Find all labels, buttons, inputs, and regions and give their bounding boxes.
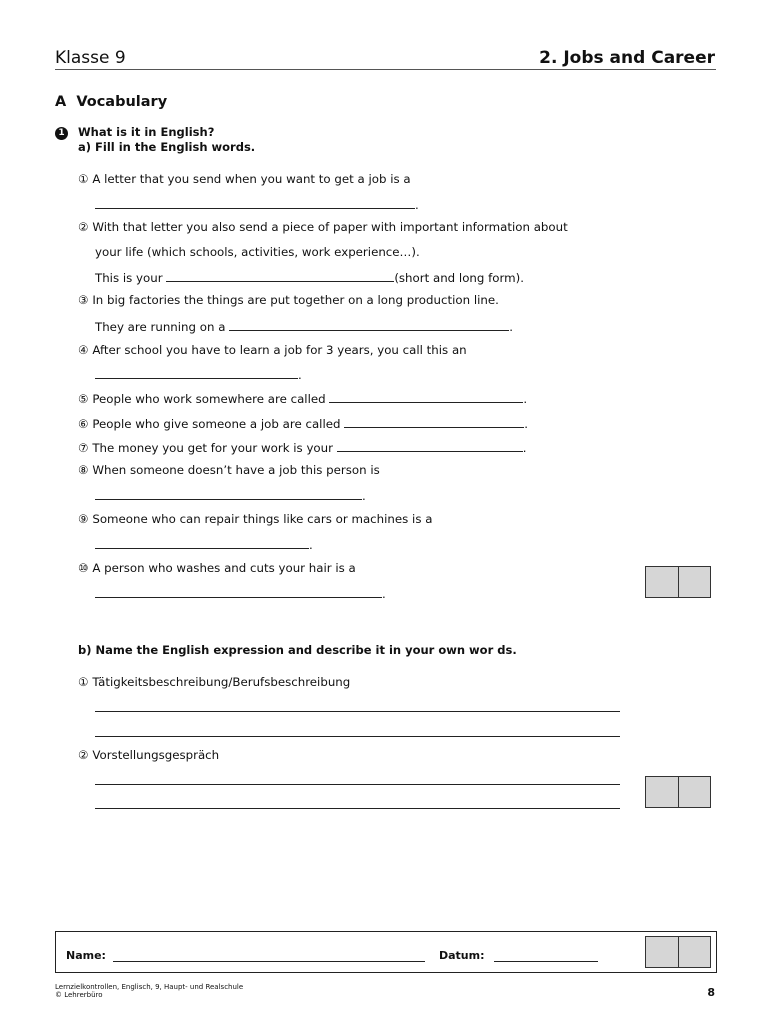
item-4-end: . [298, 368, 302, 382]
item-5-suffix: . [523, 392, 528, 406]
item-4-blank[interactable] [95, 366, 298, 379]
item-9-blank[interactable] [95, 536, 309, 549]
item-3-suffix: . [509, 320, 513, 334]
page-number: 8 [707, 986, 715, 999]
item-2-text-cont: your life (which schools, activities, work experience…). [95, 245, 420, 259]
item-6-blank[interactable] [344, 415, 524, 428]
item-4-answer [95, 366, 302, 382]
item-10-answer [95, 585, 386, 601]
item-3-answer [95, 318, 513, 334]
item-b1-line-2[interactable] [95, 736, 620, 737]
name-date-box [55, 931, 717, 973]
item-2-prefix: This is your [95, 271, 167, 285]
name-label: Name: [66, 949, 106, 962]
section-heading: A Vocabulary [55, 94, 168, 110]
item-8-blank[interactable] [95, 487, 362, 500]
item-b2-text: ② Vorstellungsgespräch [78, 748, 220, 762]
item-7-suffix: . [522, 441, 527, 455]
item-9-answer [95, 536, 313, 552]
item-10-blank[interactable] [95, 585, 382, 598]
item-2-answer [95, 269, 524, 285]
item-3-text: ③ In big factories the things are put together on a long production line. [78, 293, 499, 307]
item-7-text: ⑦ The money you get for your work is your [78, 441, 337, 455]
name-field[interactable] [113, 961, 425, 962]
header-rule [55, 69, 716, 70]
item-1-text: ① A letter that you send when you want to get a job is a [78, 172, 411, 186]
item-1-blank[interactable] [95, 196, 415, 209]
item-2-text: ② With that letter you also send a piece of paper with important information about [78, 220, 568, 234]
item-9-text: ⑨ Someone who can repair things like cars or machines is a [78, 512, 433, 526]
item-b1-line-1[interactable] [95, 711, 620, 712]
item-7-answer [78, 439, 526, 455]
item-1-answer [95, 196, 419, 212]
item-6-suffix: . [524, 417, 528, 431]
item-10-end: . [382, 587, 386, 601]
item-2-suffix: (short and long form). [394, 271, 524, 285]
item-3-blank[interactable] [229, 318, 509, 331]
item-2-blank[interactable] [166, 269, 394, 282]
item-6-text: ⑥ People who give someone a job are called [78, 417, 345, 431]
score-box-a[interactable] [645, 566, 711, 598]
item-8-answer [95, 487, 366, 503]
item-8-text: ⑧ When someone doesn’t have a job this person is [78, 463, 380, 477]
item-5-answer [78, 390, 527, 406]
date-label: Datum: [439, 949, 485, 962]
task-title: What is it in English? [78, 125, 215, 139]
task-b-instruction: b) Name the English expression and describe it in your own wor ds. [78, 643, 517, 657]
class-label: Klasse 9 [55, 48, 126, 68]
item-5-text: ⑤ People who work somewhere are called [78, 392, 330, 406]
item-8-end: . [362, 489, 366, 503]
chapter-title: 2. Jobs and Career [539, 48, 715, 68]
date-field[interactable] [494, 961, 598, 962]
item-7-blank[interactable] [337, 439, 523, 452]
item-6-answer [78, 415, 528, 431]
item-b2-line-1[interactable] [95, 784, 620, 785]
item-9-end: . [309, 538, 313, 552]
item-b1-text: ① Tätigkeitsbeschreibung/Berufsbeschreibung [78, 675, 351, 689]
item-5-blank[interactable] [329, 390, 523, 403]
item-3-prefix: They are running on a [95, 320, 230, 334]
task-number-badge: 1 [55, 127, 68, 140]
score-box-b[interactable] [645, 776, 711, 808]
item-b2-line-2[interactable] [95, 808, 620, 809]
item-4-text: ④ After school you have to learn a job for 3 years, you call this an [78, 343, 467, 357]
credit-line-2: © Lehrerbüro [55, 991, 103, 999]
item-1-end: . [415, 198, 419, 212]
item-10-text: ⑩ A person who washes and cuts your hair is a [78, 561, 356, 575]
score-box-total[interactable] [645, 936, 711, 968]
credit-line-1: Lernzielkontrollen, Englisch, 9, Haupt- und Realschule [55, 983, 244, 991]
task-a-instruction: a) Fill in the English words. [78, 140, 256, 154]
